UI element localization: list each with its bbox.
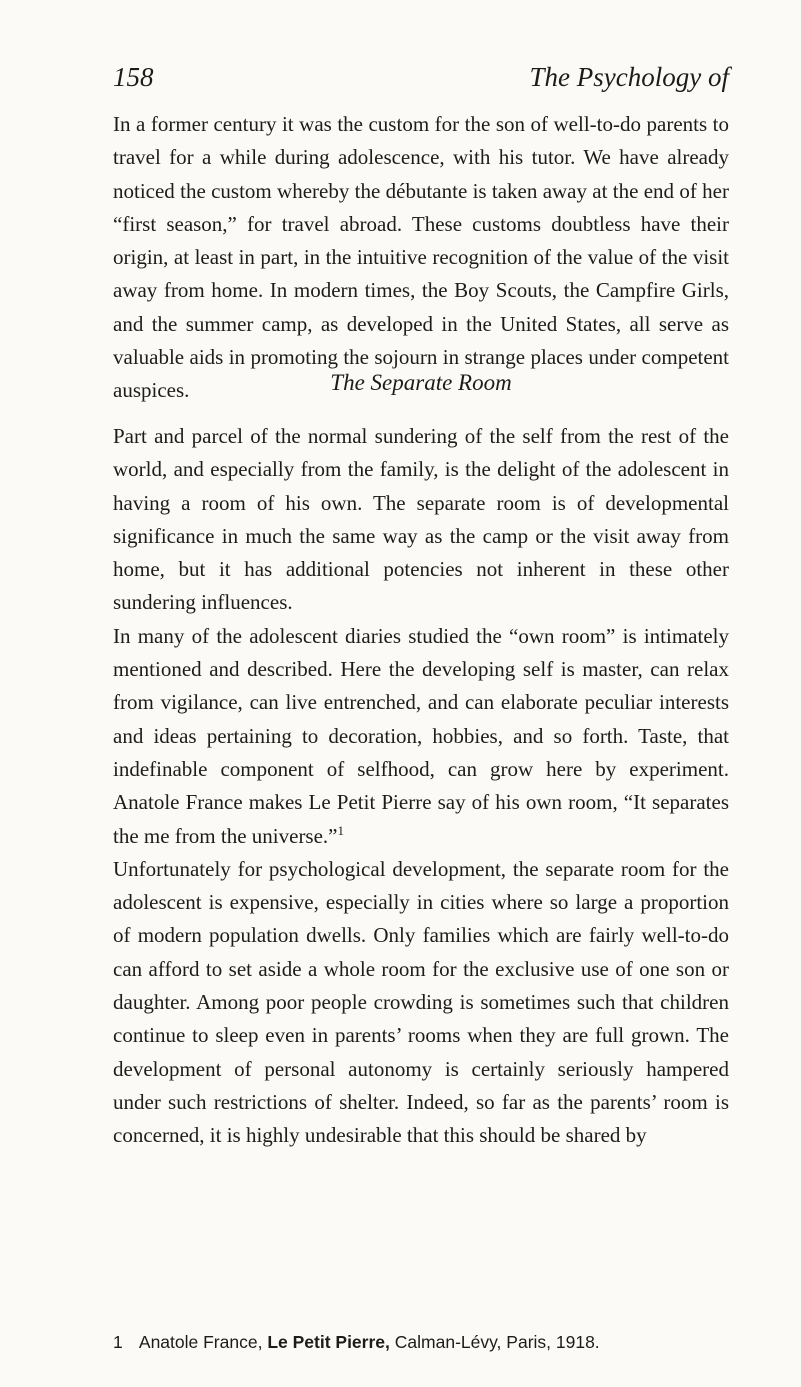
body-paragraph-2 [113,620,729,853]
footnote-publisher: Calman-Lévy, Paris, 1918. [394,1332,600,1352]
body-paragraph-1: Part and parcel of the normal sundering of the self from the rest of the world, and especially from the family, is the delight of the adolescent in having a room of his own. The separate room is of developmental significance in much the same way as the camp or the visit away from home, but it has additional potencies not inherent in these other sundering influences. [113,424,729,615]
footnote-author: Anatole France, [138,1332,263,1352]
footnote [113,1330,753,1354]
body-paragraph-3: Unfortunately for psychological development, the separate room for the adolescent is expensive, especially in cities where so large a proportion of modern population dwells. Only families which are fairly well-to-do can afford to set aside a whole room for the exclusive use of one son or daughter. Among poor people crowding is sometimes such that children continue to sleep even in parents’ rooms when they are full grown. The development of personal autonomy is certainly seriously hampered under such restrictions of shelter. Indeed, so far as the parents’ room is concerned, it is highly undesirable that this should be shared by [113,856,729,1148]
page-number: 158 [113,62,154,92]
body-paragraph-2-text: In many of the adolescent diaries studied the “own room” is intimately mentioned and described. Here the developing self is master, can relax from vigilance, can live entrenched, and can elaborate peculiar interests and ideas pertaining to decoration, hobbies, and so forth. Taste, that indefinable component of selfhood, can grow here by experiment. Anatole France makes Le Petit Pierre say of his own room, “It separates the me from the universe.” [113,623,729,848]
separate-room-section [113,420,729,1153]
section-heading: The Separate Room [330,370,512,395]
running-title: The Psychology of [529,62,729,92]
running-head [113,62,729,102]
footnote-reference[interactable]: 1 [337,822,344,838]
intro-section [113,108,729,408]
intro-paragraph: In a former century it was the custom for the son of well-to-do parents to travel for a while during adolescence, with his tutor. We have already noticed the custom whereby the débutante is taken away at the end of her “first season,” for travel abroad. These customs doubtless have their origin, at least in part, in the intuitive recognition of the value of the visit away from home. In modern times, the Boy Scouts, the Campfire Girls, and the summer camp, as developed in the United States, all serve as valuable aids in promoting the sojourn in strange places under competent auspices. [113,112,729,403]
footnote-number: 1 [113,1332,123,1352]
footnote-title: Le Petit Pierre, [267,1332,390,1352]
